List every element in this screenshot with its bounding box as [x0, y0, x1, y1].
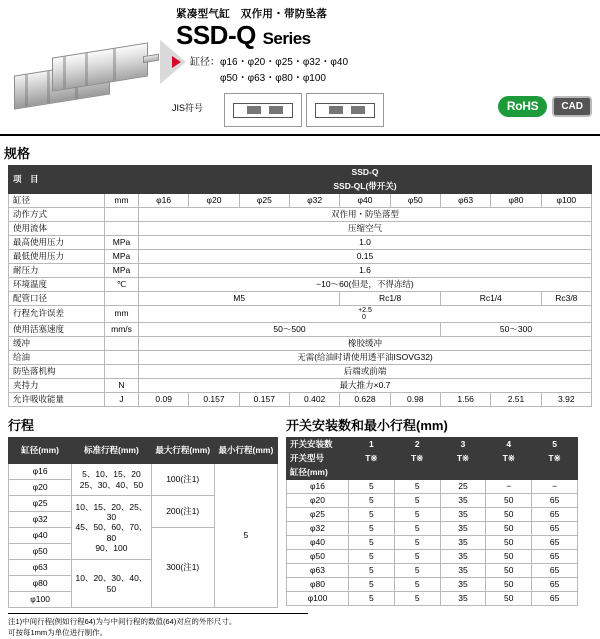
spec-cell: Rc1/4	[440, 292, 541, 306]
stroke-header-std: 标准行程(mm)	[72, 438, 151, 464]
switch-count: 5	[532, 438, 578, 452]
switch-value: 5	[394, 508, 440, 522]
spec-row	[9, 306, 592, 323]
lower-section	[8, 409, 600, 608]
spec-row	[9, 365, 592, 379]
bore-label: 缸径：	[190, 57, 220, 69]
spec-row	[9, 194, 592, 208]
switch-bore: φ80	[287, 578, 349, 592]
stroke-header-bore: 缸径(mm)	[9, 438, 72, 464]
spec-row-label: 缓冲	[9, 337, 105, 351]
spec-row-unit: mm	[105, 194, 139, 208]
spec-row	[9, 278, 592, 292]
spec-row-label: 最高使用压力	[9, 236, 105, 250]
spec-row-label: 使用流体	[9, 222, 105, 236]
spec-row-unit	[105, 351, 139, 365]
switch-section-title: 开关安装数和最小行程(mm)	[286, 418, 448, 433]
switch-value: 50	[486, 522, 532, 536]
switch-value: 65	[532, 536, 578, 550]
spec-row-unit: mm	[105, 306, 139, 323]
page-title	[176, 22, 592, 49]
switch-count-header: 开关安装数	[287, 438, 349, 452]
spec-row-label: 配管口径	[9, 292, 105, 306]
switch-value: 5	[394, 522, 440, 536]
switch-value: −	[486, 480, 532, 494]
spec-row-label: 耐压力	[9, 264, 105, 278]
switch-value: 50	[486, 508, 532, 522]
spec-cell: φ25	[239, 194, 289, 208]
spec-cell: M5	[139, 292, 340, 306]
spec-cell: 3.92	[541, 393, 591, 407]
spec-table	[8, 165, 592, 407]
spec-cell: 1.0	[139, 236, 592, 250]
stroke-header-min: 最小行程(mm)	[214, 438, 277, 464]
spec-row-label: 给油	[9, 351, 105, 365]
spec-row-unit: MPa	[105, 236, 139, 250]
switch-model: T※	[532, 452, 578, 466]
rohs-badge: RoHS	[498, 96, 547, 117]
switch-count: 1	[349, 438, 395, 452]
switch-value: 5	[394, 536, 440, 550]
cylinder-band	[113, 48, 116, 80]
switch-value: 35	[440, 536, 486, 550]
switch-value: 35	[440, 592, 486, 606]
switch-row	[287, 536, 578, 550]
spec-row-label: 缸径	[9, 194, 105, 208]
jis-symbol-1	[224, 93, 302, 127]
spec-cell: φ16	[139, 194, 189, 208]
spec-row	[9, 208, 592, 222]
switch-value: 35	[440, 578, 486, 592]
switch-value: 50	[486, 592, 532, 606]
stroke-row	[9, 464, 278, 480]
switch-row	[287, 592, 578, 606]
switch-table	[286, 437, 578, 606]
page-header	[0, 0, 600, 137]
spec-row-label: 行程允许误差	[9, 306, 105, 323]
spec-cell: −10〜60(但是，不得冻结)	[139, 278, 592, 292]
spec-item-header: 项 目	[9, 166, 105, 194]
spec-cell: 50〜500	[139, 323, 441, 337]
spec-row-label: 使用活塞速度	[9, 323, 105, 337]
bore-line-1: φ16・φ20・φ25・φ32・φ40	[220, 57, 349, 69]
switch-row	[287, 522, 578, 536]
stroke-bore: φ32	[9, 512, 72, 528]
switch-bore: φ20	[287, 494, 349, 508]
spec-cell: φ20	[189, 194, 239, 208]
switch-row	[287, 564, 578, 578]
spec-cell: 0.402	[289, 393, 339, 407]
spec-cell: 1.6	[139, 264, 592, 278]
stroke-section-title: 行程	[8, 418, 35, 433]
switch-value: 5	[349, 508, 395, 522]
spec-row	[9, 236, 592, 250]
switch-value: 65	[532, 592, 578, 606]
switch-blank	[349, 466, 578, 480]
spec-cell: φ32	[289, 194, 339, 208]
stroke-bore: φ40	[9, 528, 72, 544]
cylinder-rod	[143, 54, 159, 64]
switch-row	[287, 480, 578, 494]
cad-badge: CAD	[552, 96, 592, 117]
spec-cell: 0.09	[139, 393, 189, 407]
spec-cell: φ40	[340, 194, 390, 208]
footnote-1: 注1)中间行程(例如行程64)为与中间行程的数值(64)对应的外形尺寸。	[8, 617, 237, 626]
spec-row-unit: MPa	[105, 264, 139, 278]
spec-cell: 50〜300	[440, 323, 591, 337]
spec-row-unit	[105, 337, 139, 351]
switch-count: 3	[440, 438, 486, 452]
switch-row	[287, 578, 578, 592]
switch-bore: φ63	[287, 564, 349, 578]
spec-row-label: 防坠落机构	[9, 365, 105, 379]
switch-model: T※	[349, 452, 395, 466]
cylinder-band	[63, 56, 66, 88]
spec-cell: φ63	[440, 194, 490, 208]
switch-value: 5	[349, 536, 395, 550]
spec-model-2: SSD-QL(带开关)	[139, 180, 592, 194]
footnotes	[8, 613, 308, 639]
spec-row-unit	[105, 365, 139, 379]
spec-cell: 0.157	[239, 393, 289, 407]
spec-row	[9, 379, 592, 393]
switch-model: T※	[486, 452, 532, 466]
product-title: SSD-Q	[176, 20, 256, 50]
switch-bore-header: 缸径(mm)	[287, 466, 349, 480]
switch-count: 2	[394, 438, 440, 452]
spec-cell: 2.51	[491, 393, 541, 407]
switch-value: 5	[349, 480, 395, 494]
spec-cell: 1.56	[440, 393, 490, 407]
spec-row-unit: J	[105, 393, 139, 407]
switch-value: 65	[532, 564, 578, 578]
spec-row	[9, 292, 592, 306]
spec-cell: 0.15	[139, 250, 592, 264]
spec-row-unit: mm/s	[105, 323, 139, 337]
switch-value: 50	[486, 578, 532, 592]
stroke-bore: φ50	[9, 544, 72, 560]
switch-value: 35	[440, 494, 486, 508]
stroke-bore: φ80	[9, 576, 72, 592]
stroke-bore: φ100	[9, 592, 72, 608]
switch-value: 50	[486, 550, 532, 564]
spec-cell: 双作用・防坠落型	[139, 208, 592, 222]
switch-model-row	[287, 452, 578, 466]
spec-cell: φ50	[390, 194, 440, 208]
spec-row-unit: N	[105, 379, 139, 393]
spec-section-title: 规格	[4, 146, 31, 161]
switch-value: 50	[486, 494, 532, 508]
cylinder-band	[85, 53, 88, 85]
switch-bore: φ100	[287, 592, 349, 606]
stroke-std-2: 10、15、20、25、30 45、50、60、70、80 90、100	[72, 496, 151, 560]
product-photo	[8, 30, 163, 110]
switch-value: 65	[532, 550, 578, 564]
spec-cell: 橡胶缓冲	[139, 337, 592, 351]
spec-row	[9, 323, 592, 337]
switch-value: 65	[532, 494, 578, 508]
stroke-bore: φ63	[9, 560, 72, 576]
series-label: Series	[262, 29, 311, 48]
switch-count: 4	[486, 438, 532, 452]
switch-value: 5	[349, 550, 395, 564]
spec-row-unit: ℃	[105, 278, 139, 292]
switch-value: 5	[394, 494, 440, 508]
stroke-bore: φ20	[9, 480, 72, 496]
switch-value: 5	[349, 578, 395, 592]
switch-row	[287, 494, 578, 508]
switch-value: 25	[440, 480, 486, 494]
spec-row-unit	[105, 208, 139, 222]
switch-bore-header-row	[287, 466, 578, 480]
switch-bore: φ50	[287, 550, 349, 564]
spec-cell: φ100	[541, 194, 591, 208]
spec-cell: 后端或前端	[139, 365, 592, 379]
stroke-header-max: 最大行程(mm)	[151, 438, 214, 464]
switch-value: 5	[394, 550, 440, 564]
switch-value: 50	[486, 564, 532, 578]
switch-value: 5	[394, 480, 440, 494]
stroke-bore: φ16	[9, 464, 72, 480]
spec-cell: +2.5 0	[139, 306, 592, 323]
jis-label: JIS符号	[172, 103, 204, 113]
stroke-table	[8, 437, 278, 608]
stroke-min: 5	[214, 464, 277, 608]
spec-row-label: 夹持力	[9, 379, 105, 393]
switch-value: 65	[532, 522, 578, 536]
spec-cell: 0.98	[390, 393, 440, 407]
switch-value: 35	[440, 508, 486, 522]
switch-bore: φ16	[287, 480, 349, 494]
spec-row-label: 动作方式	[9, 208, 105, 222]
switch-value: 5	[394, 564, 440, 578]
spec-cell: 无需(给油时请使用透平油ISOVG32)	[139, 351, 592, 365]
stroke-bore: φ25	[9, 496, 72, 512]
switch-bore: φ32	[287, 522, 349, 536]
jis-symbol-2	[306, 93, 384, 127]
switch-value: 5	[394, 578, 440, 592]
spec-row-label: 环境温度	[9, 278, 105, 292]
spec-cell: Rc1/8	[340, 292, 441, 306]
switch-value: 5	[394, 592, 440, 606]
footnote-2: 可按每1mm为单位进行制作。	[8, 627, 108, 637]
stroke-std-3: 10、20、30、40、50	[72, 560, 151, 608]
spec-cell: 0.628	[340, 393, 390, 407]
stroke-max-3: 300(注1)	[151, 528, 214, 608]
bore-line-2: φ50・φ63・φ80・φ100	[220, 72, 326, 84]
arrow-icon	[172, 56, 181, 68]
switch-row	[287, 508, 578, 522]
cylinder-band	[25, 74, 28, 106]
certification-badges	[498, 96, 592, 117]
spec-row	[9, 222, 592, 236]
spec-row-unit	[105, 222, 139, 236]
spec-cell: Rc3/8	[541, 292, 591, 306]
spec-row	[9, 393, 592, 407]
spec-row-label: 最低使用压力	[9, 250, 105, 264]
switch-bore: φ40	[287, 536, 349, 550]
spec-model-1: SSD-Q	[139, 166, 592, 180]
switch-value: 5	[349, 522, 395, 536]
bore-list	[176, 55, 592, 86]
spec-row	[9, 337, 592, 351]
switch-value: 50	[486, 536, 532, 550]
spec-row	[9, 264, 592, 278]
spec-cell: φ80	[491, 194, 541, 208]
switch-value: 65	[532, 508, 578, 522]
switch-model: T※	[394, 452, 440, 466]
switch-value: 5	[349, 592, 395, 606]
stroke-std-1: 5、10、15、20 25、30、40、50	[72, 464, 151, 496]
switch-row	[287, 550, 578, 564]
spec-row	[9, 351, 592, 365]
switch-value: 35	[440, 550, 486, 564]
spec-row-unit	[105, 292, 139, 306]
spec-row	[9, 250, 592, 264]
switch-value: 35	[440, 522, 486, 536]
switch-value: 35	[440, 564, 486, 578]
stroke-max-2: 200(注1)	[151, 496, 214, 528]
product-subtitle: 紧凑型气缸 双作用・带防坠落	[176, 8, 328, 20]
spec-row-unit: MPa	[105, 250, 139, 264]
switch-bore: φ25	[287, 508, 349, 522]
spec-cell: 最大推力×0.7	[139, 379, 592, 393]
spec-cell: 压缩空气	[139, 222, 592, 236]
spec-row-label: 允许吸收能量	[9, 393, 105, 407]
switch-value: −	[532, 480, 578, 494]
jis-symbols	[224, 93, 384, 127]
spec-cell: 0.157	[189, 393, 239, 407]
switch-value: 5	[349, 564, 395, 578]
spec-model-row	[9, 166, 592, 180]
switch-count-row	[287, 438, 578, 452]
switch-model: T※	[440, 452, 486, 466]
switch-value: 5	[349, 494, 395, 508]
switch-value: 65	[532, 578, 578, 592]
header-divider	[0, 134, 600, 136]
switch-model-header: 开关型号	[287, 452, 349, 466]
stroke-max-1: 100(注1)	[151, 464, 214, 496]
cylinder-band	[47, 71, 50, 103]
